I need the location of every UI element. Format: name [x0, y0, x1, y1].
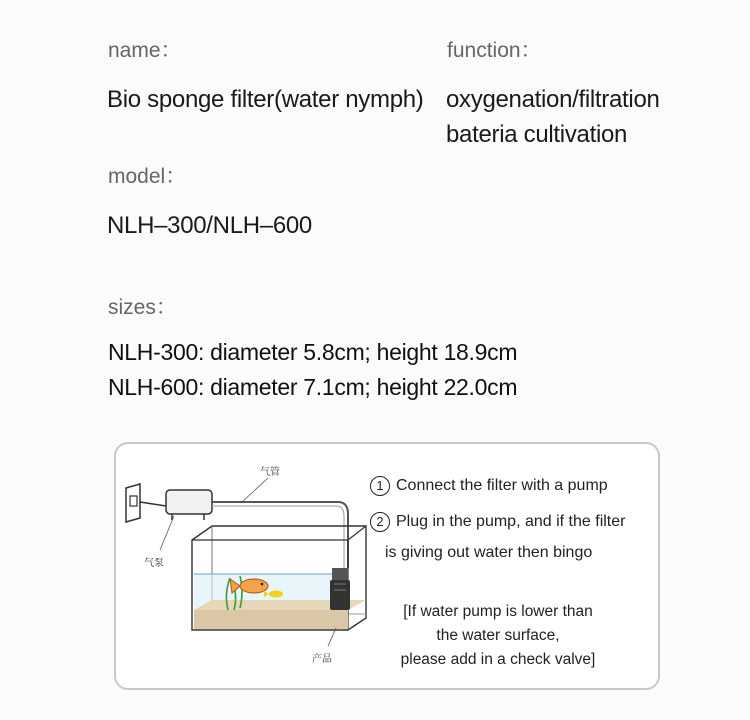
- step-2: [370, 512, 625, 532]
- step-number-1: 1: [370, 476, 390, 496]
- name-value: Bio sponge filter(water nymph): [107, 86, 424, 113]
- check-valve-note: [378, 600, 618, 672]
- function-label: function：: [447, 39, 542, 62]
- pump-label: 气泵: [144, 558, 164, 569]
- name-label: name：: [108, 39, 182, 62]
- model-value: NLH–300/NLH–600: [107, 212, 312, 239]
- air-tube: [212, 502, 348, 568]
- tube-label: 气管: [260, 467, 280, 478]
- note-line-3: please add in a check valve]: [400, 651, 596, 668]
- setup-diagram-card: [114, 442, 660, 690]
- step-1: [370, 476, 608, 496]
- function-line-1: oxygenation/filtration: [446, 86, 660, 113]
- sponge-filter-icon: [330, 568, 350, 610]
- air-pump-icon: [140, 490, 212, 520]
- step-1-text: Connect the filter with a pump: [396, 477, 608, 495]
- product-label: 产品: [312, 654, 332, 665]
- note-line-2: the water surface,: [436, 627, 560, 644]
- wall-outlet-icon: [126, 484, 140, 522]
- aquarium-illustration: [116, 444, 376, 688]
- size-line-nlh300: NLH-300: diameter 5.8cm; height 18.9cm: [108, 339, 518, 365]
- function-line-2: bateria cultivation: [446, 121, 628, 148]
- step-number-2: 2: [370, 512, 390, 532]
- step-2-continued: is giving out water then bingo: [385, 544, 593, 561]
- size-line-nlh600: NLH-600: diameter 7.1cm; height 22.0cm: [108, 374, 518, 400]
- sizes-label: sizes：: [108, 296, 177, 319]
- step-2-text: Plug in the pump, and if the filter: [396, 513, 626, 531]
- note-line-1: [If water pump is lower than: [403, 603, 593, 620]
- model-label: model：: [108, 165, 187, 188]
